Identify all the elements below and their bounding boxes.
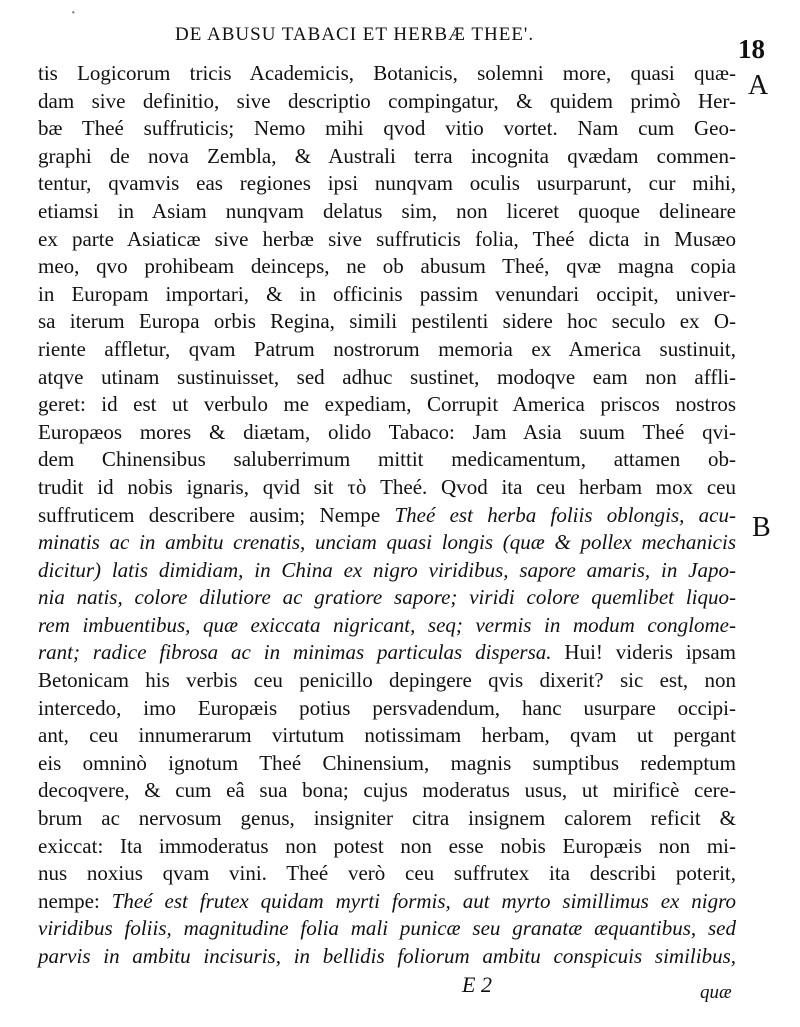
corner-mark: · [70,2,77,24]
page-number: 18 [738,34,765,64]
italic-text: parvis in ambitu incisuris, in bellidis foliorum ambitu conspicuis similibus, [38,944,736,968]
italic-text: minatis ac in ambitu crenatis, unciam quasi longis (quæ & pollex mechanicis [38,530,736,555]
roman-text: atqve utinam sustinuisset, sed adhuc sustinet, modoqve eam non affli- [38,364,736,389]
body-text [38,60,736,971]
margin-letter-a: A [748,70,769,101]
roman-text: nempe: [38,888,100,913]
text-line [38,226,736,254]
roman-text: brum ac nervosum genus, insigniter citra insignem calorem reficit & [38,806,736,831]
margin-letter-b: B [752,512,771,543]
roman-text: dem Chinensibus saluberrimum mittit medicamentum, attamen ob- [38,447,736,472]
roman-text: dam sive definitio, sive descriptio compingatur, & quidem primò Her- [38,88,736,113]
text-line [38,584,736,612]
italic-text: rant; radice fibrosa ac in minimas particulas dispersa. [38,640,552,665]
text-line [38,667,736,695]
signature-mark: E 2 [462,972,492,997]
text-line [38,364,736,392]
text-line [38,419,736,447]
text-line [38,446,736,474]
roman-text: ex parte Asiaticæ sive herbæ sive suffruticis folia, Theé dicta in Musæo [38,226,736,251]
roman-text: Europæos mores & diætam, olido Tabaco: Jam Asia suum Theé qvi- [38,419,736,444]
roman-text: intercedo, imo Europæis potius persvadendum, hanc usurpare occipi- [38,695,736,720]
roman-text: trudit id nobis ignaris, qvid sit τὸ Theé. Qvod ita ceu herbam mox ceu [38,474,736,499]
roman-text: in Europam importari, & in officinis passim venundari occipit, univer- [38,281,736,306]
text-line [38,336,736,364]
roman-text: meo, qvo prohibeam deinceps, ne ob abusum Theé, qvæ magna copia [38,254,736,279]
text-line [38,943,736,971]
text-line [38,695,736,723]
roman-text: geret: id est ut verbulo me expediam, Corrupit America priscos nostros [38,392,736,417]
roman-text: graphi de nova Zembla, & Australi terra incognita qvædam commen- [38,143,736,168]
italic-text: dicitur) latis dimidiam, in China ex nigro viridibus, sapore amaris, in Japo- [38,557,736,582]
roman-text: eis omninò ignotum Theé Chinensium, magnis sumptibus redemptum [38,750,736,775]
text-line [38,88,736,116]
roman-text: tis Logicorum tricis Academicis, Botanicis, solemni more, quasi quæ- [38,61,736,85]
text-line [38,750,736,778]
roman-text: Betonicam his verbis ceu penicillo depingere qvis dixerit? sic est, non [38,668,736,693]
text-line [38,777,736,805]
text-line [38,557,736,585]
running-title: DE ABUSU TABACI ET HERBÆ THEE'. [175,24,535,45]
text-line [38,281,736,309]
text-line [38,833,736,861]
text-line [38,860,736,888]
roman-text: suffruticem describere ausim; Nempe [38,502,381,527]
roman-text: riente affletur, qvam Patrum nostrorum memoria ex America sustinuit, [38,336,736,361]
text-line [38,915,736,943]
roman-text: tentur, qvamvis eas regiones ipsi nunqvam oculis usurparunt, cur mihi, [38,171,736,196]
roman-text: bæ Theé suffruticis; Nemo mihi qvod vitio vortet. Nam cum Geo- [38,116,736,141]
text-line [38,639,736,667]
roman-text: sa iterum Europa orbis Regina, simili pestilenti sidere hoc seculo ex O- [38,309,736,334]
catchword: quæ [700,982,732,1003]
text-line [38,60,736,88]
text-line [38,253,736,281]
italic-text: viridibus foliis, magnitudine folia mali punicæ seu granatæ æquantibus, sed [38,916,736,941]
text-line [38,474,736,502]
italic-text: rem imbuentibus, quæ exiccata nigricant, seq; vermis in modum conglome- [38,612,736,637]
italic-text: nia natis, colore dilutiore ac gratiore sapore; viridi colore quemlibet liquo- [38,585,736,610]
text-line [38,198,736,226]
text-line [38,612,736,640]
roman-text: Hui! videris ipsam [551,640,736,665]
italic-text: Theé est herba foliis oblongis, acu- [380,502,736,527]
text-line [38,143,736,171]
text-line [38,529,736,557]
roman-text: exiccat: Ita immoderatus non potest non esse nobis Europæis non mi- [38,833,736,858]
roman-text: nus noxius qvam vini. Theé verò ceu suffrutex ita describi poterit, [38,861,736,886]
text-line [38,805,736,833]
roman-text: decoqvere, & cum eâ sua bona; cujus moderatus usus, ut mirificè cere- [38,778,736,803]
text-line [38,308,736,336]
italic-text: Theé est frutex quidam myrti formis, aut myrto simillimus ex nigro [99,888,736,913]
text-line [38,502,736,530]
text-line [38,170,736,198]
text-line [38,888,736,916]
roman-text: ant, ceu innumerarum virtutum notissimam herbam, qvam ut pergant [38,723,736,748]
text-line [38,722,736,750]
text-line [38,391,736,419]
text-line [38,115,736,143]
roman-text: etiamsi in Asiam nunqvam delatus sim, non liceret quoque delineare [38,198,736,223]
